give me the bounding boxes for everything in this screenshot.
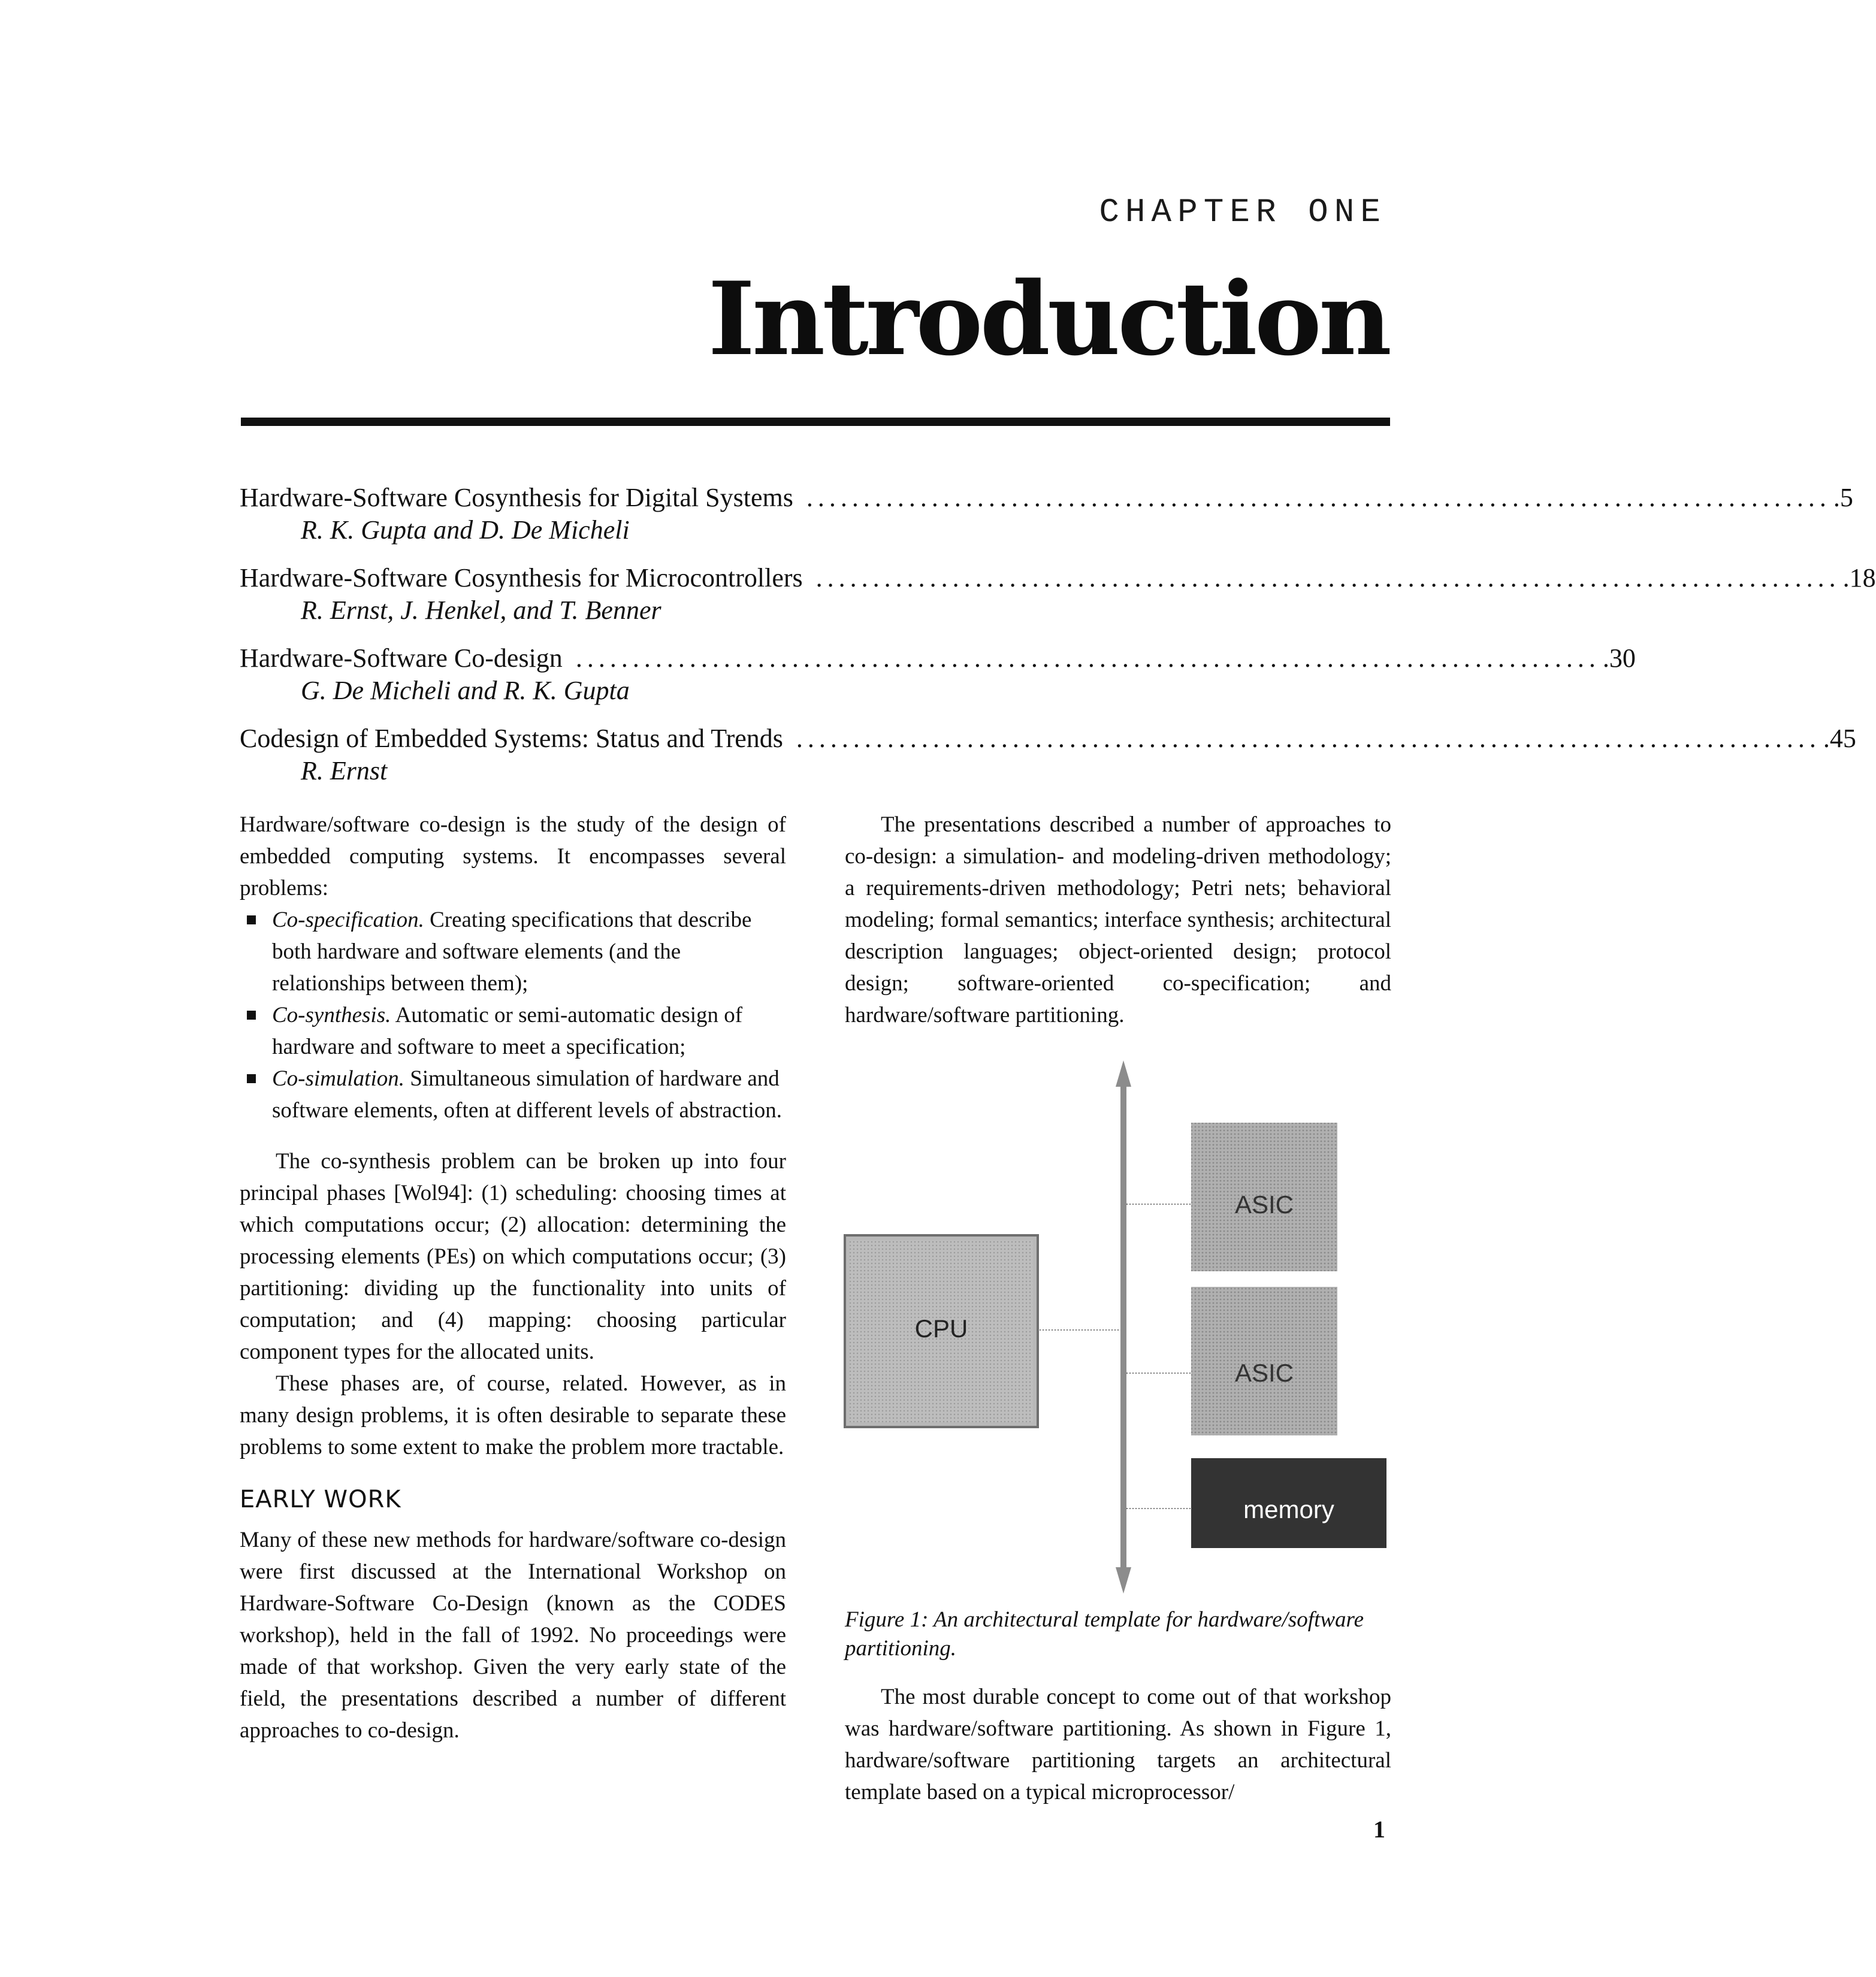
- toc-authors: G. De Micheli and R. K. Gupta: [301, 676, 630, 705]
- toc-title: Hardware-Software Cosynthesis for Microcontrollers: [240, 563, 803, 593]
- asic-label: ASIC: [1234, 1359, 1294, 1387]
- toc-leader-dots: ..........................................................................................: [575, 643, 1600, 673]
- toc-page-number: .18: [1842, 563, 1876, 593]
- arrow-up-icon: [1116, 1060, 1131, 1087]
- asic-label: ASIC: [1234, 1190, 1294, 1219]
- figure-caption: Figure 1: An architectural template for hardware/software partitioning.: [845, 1607, 1364, 1661]
- architecture-figure: [845, 1060, 1391, 1594]
- toc-entry: [240, 562, 1876, 642]
- right-column-bottom: [845, 1681, 1391, 1808]
- toc-entry: [240, 723, 1856, 803]
- early-work-paragraph: Many of these new methods for hardware/software co-design were first discussed at the International Workshop on Hardware-Software Co-Design (known as the CODES workshop), held in the fall of 1992. No proceedings were made of that workshop. Given the very early state of the field, the presentations described a number of different approaches to co-design.: [240, 1528, 786, 1743]
- title-rule: [241, 418, 1390, 426]
- page-number: 1: [1373, 1816, 1385, 1843]
- phases-paragraph: The co-synthesis problem can be broken up into four principal phases [Wol94]: (1) scheduling: choosing times at which computations occur; (2) allocation: determining the processing elements (PEs) on which computations occur; (3) partitioning: dividing up the functionality into units of computation; and (4) mapping: choosing particular component types for the allocated units.: [240, 1149, 786, 1364]
- toc-authors: R. Ernst, J. Henkel, and T. Benner: [301, 595, 661, 625]
- approaches-paragraph: The presentations described a number of approaches to co-design: a simulation- and modeling-driven methodology; a requirements-driven methodology; Petri nets; behavioral modeling; formal semantics; interface synthesis; architectural description languages; object-oriented design; protocol design; software-oriented co-specification; and hardware/software partitioning.: [845, 812, 1391, 1027]
- memory-block: [1191, 1458, 1386, 1548]
- bullet-term: Co-synthesis.: [272, 1003, 391, 1027]
- bullet-item: [240, 904, 786, 999]
- bullet-square-icon: [247, 915, 256, 924]
- bullet-text: Simultaneous simulation of hardware and software elements, often at different levels of abstraction.: [272, 1066, 783, 1123]
- arrow-down-icon: [1116, 1567, 1131, 1594]
- toc-leader-dots: ..........................................................................................: [796, 724, 1821, 753]
- toc-entry: [240, 482, 1853, 562]
- cpu-label: CPU: [914, 1314, 968, 1343]
- toc-entry: [240, 642, 1636, 723]
- bullet-item: [240, 999, 786, 1063]
- asic-block: [1191, 1123, 1337, 1271]
- toc-leader-dots: ..........................................................................................: [806, 483, 1831, 512]
- durable-paragraph: The most durable concept to come out of that workshop was hardware/software partitioning. As shown in Figure 1, hardware/software partitioning targets an architectural template based on a typical microprocessor/: [845, 1685, 1391, 1804]
- bullet-list: [240, 904, 786, 1126]
- bullet-item: [240, 1063, 786, 1126]
- toc-title: Hardware-Software Co-design: [240, 643, 563, 673]
- memory-label: memory: [1243, 1495, 1334, 1523]
- chapter-label: CHAPTER ONE: [1099, 193, 1386, 231]
- left-column: [240, 809, 786, 1746]
- bullet-square-icon: [247, 1011, 256, 1020]
- toc-leader-dots: ..........................................................................................: [815, 563, 1841, 593]
- bullet-square-icon: [247, 1074, 256, 1083]
- system-bus: [1116, 1060, 1131, 1594]
- right-column: [845, 809, 1391, 1031]
- toc-page-number: .30: [1602, 643, 1636, 673]
- intro-paragraph: Hardware/software co-design is the study of the design of embedded computing systems. It encompasses several problems:: [240, 812, 786, 900]
- bullet-text: Creating specifications that describe both hardware and software elements (and the relationships between them);: [272, 908, 752, 996]
- table-of-contents: [240, 482, 1876, 803]
- toc-page-number: .45: [1823, 724, 1856, 753]
- related-paragraph: These phases are, of course, related. However, as in many design problems, it is often desirable to separate these problems to some extent to make the problem more tractable.: [240, 1371, 786, 1459]
- toc-title: Codesign of Embedded Systems: Status and Trends: [240, 724, 783, 753]
- toc-title: Hardware-Software Cosynthesis for Digital Systems: [240, 483, 793, 512]
- bullet-term: Co-simulation.: [272, 1066, 404, 1091]
- toc-page-number: .5: [1833, 483, 1853, 512]
- toc-authors: R. K. Gupta and D. De Micheli: [301, 515, 630, 545]
- toc-authors: R. Ernst: [301, 756, 388, 785]
- chapter-title: Introduction: [708, 259, 1389, 378]
- asic-block: [1191, 1287, 1337, 1435]
- cpu-block: [845, 1235, 1038, 1427]
- bullet-text: Automatic or semi-automatic design of hardware and software to meet a specification;: [272, 1003, 743, 1059]
- section-heading: EARLY WORK: [240, 1486, 401, 1513]
- bullet-term: Co-specification.: [272, 908, 424, 932]
